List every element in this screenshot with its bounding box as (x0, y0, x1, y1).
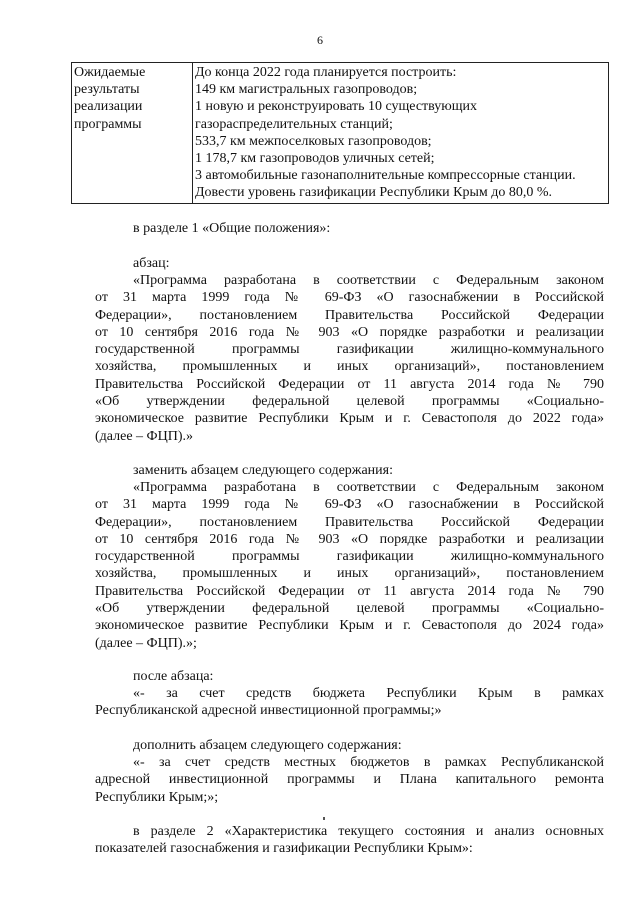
page-number: 6 (317, 33, 323, 47)
table-label-cell (72, 63, 193, 204)
text-line: в разделе 2 «Характеристика текущего состояния и анализ основных (133, 824, 604, 839)
text-line: (далее – ФЦП).»; (95, 635, 197, 651)
text-line: Республиканской адресной инвестиционной программы;» (95, 703, 442, 719)
text-line: «Об утверждении федеральной целевой программы «Социально- (95, 601, 604, 617)
text-line: «Программа разработана в соответствии с Федеральным законом (133, 273, 604, 288)
label-line: реализации (74, 99, 143, 115)
value-line: 149 км магистральных газопроводов; (195, 82, 418, 98)
value-line: 533,7 км межпоселковых газопроводов; (195, 133, 432, 149)
text-line: Правительства Российской Федерации от 11 августа 2014 года № 790 (95, 583, 604, 599)
text-line: экономическое развитие Республики Крым и г. Севастополя до 2024 года» (95, 618, 604, 634)
new-paragraph-quote (95, 479, 604, 652)
value-line: До конца 2022 года планируется построить: (195, 65, 457, 80)
text-line: Республики Крым;»; (95, 789, 219, 805)
after-paragraph-label: после абзаца: (133, 669, 214, 684)
text-line: от 31 марта 1999 года № 69-ФЗ «О газоснабжении в Российской (95, 497, 604, 513)
section1-heading: в разделе 1 «Общие положения»: (133, 221, 331, 236)
text-line: от 10 сентября 2016 года № 903 «О порядке разработки и реализации (95, 531, 604, 547)
text-line: (далее – ФЦП).» (95, 428, 193, 444)
label-line: результаты (74, 82, 140, 98)
text-line: хозяйства, промышленных и иных организаций», постановлением (95, 359, 604, 375)
text-line: «- за счет средств местных бюджетов в рамках Республиканской (133, 755, 604, 770)
text-line: Правительства Российской Федерации от 11 августа 2014 года № 790 (95, 376, 604, 392)
value-line: газораспределительных станций; (195, 116, 393, 132)
text-line: государственной программы газификации жилищно-коммунального (95, 549, 604, 565)
value-line: 3 автомобильные газонаполнительные компрессорные станции. (195, 168, 576, 184)
text-line: адресной инвестиционной программы и Плана капитального ремонта (95, 772, 604, 788)
value-line: Довести уровень газификации Республики Крым до 80,0 %. (195, 185, 553, 201)
label-line: Ожидаемые (74, 65, 146, 80)
label-line: программы (74, 116, 142, 132)
expected-results-table (71, 62, 609, 204)
text-line: хозяйства, промышленных и иных организаций», постановлением (95, 566, 604, 582)
add-instruction: дополнить абзацем следующего содержания: (133, 738, 402, 753)
text-line: «- за счет средств бюджета Республики Крым в рамках (133, 686, 604, 701)
replace-instruction: заменить абзацем следующего содержания: (133, 463, 393, 478)
value-line: 1 новую и реконструировать 10 существующих (195, 99, 478, 115)
text-line: «Об утверждении федеральной целевой программы «Социально- (95, 394, 604, 410)
value-line: 1 178,7 км газопроводов уличных сетей; (195, 151, 435, 167)
old-paragraph-quote (95, 272, 604, 445)
section2-heading (95, 823, 604, 858)
text-line: от 10 сентября 2016 года № 903 «О порядке разработки и реализации (95, 324, 604, 340)
text-line: экономическое развитие Республики Крым и г. Севастополя до 2022 года» (95, 411, 604, 427)
abzac-label: абзац: (133, 256, 170, 271)
table-value-cell (193, 63, 609, 204)
text-line: Федерации», постановлением Правительства Российской Федерации (95, 514, 604, 530)
text-line: «Программа разработана в соответствии с Федеральным законом (133, 480, 604, 495)
local-budget-quote (95, 754, 604, 806)
text-line: показателей газоснабжения и газификации Республики Крым»: (95, 841, 473, 857)
text-line: от 31 марта 1999 года № 69-ФЗ «О газоснабжении в Российской (95, 290, 604, 306)
budget-quote (95, 685, 604, 720)
scan-speck (323, 817, 325, 820)
table-row (72, 63, 609, 204)
text-line: государственной программы газификации жилищно-коммунального (95, 342, 604, 358)
text-line: Федерации», постановлением Правительства Российской Федерации (95, 307, 604, 323)
